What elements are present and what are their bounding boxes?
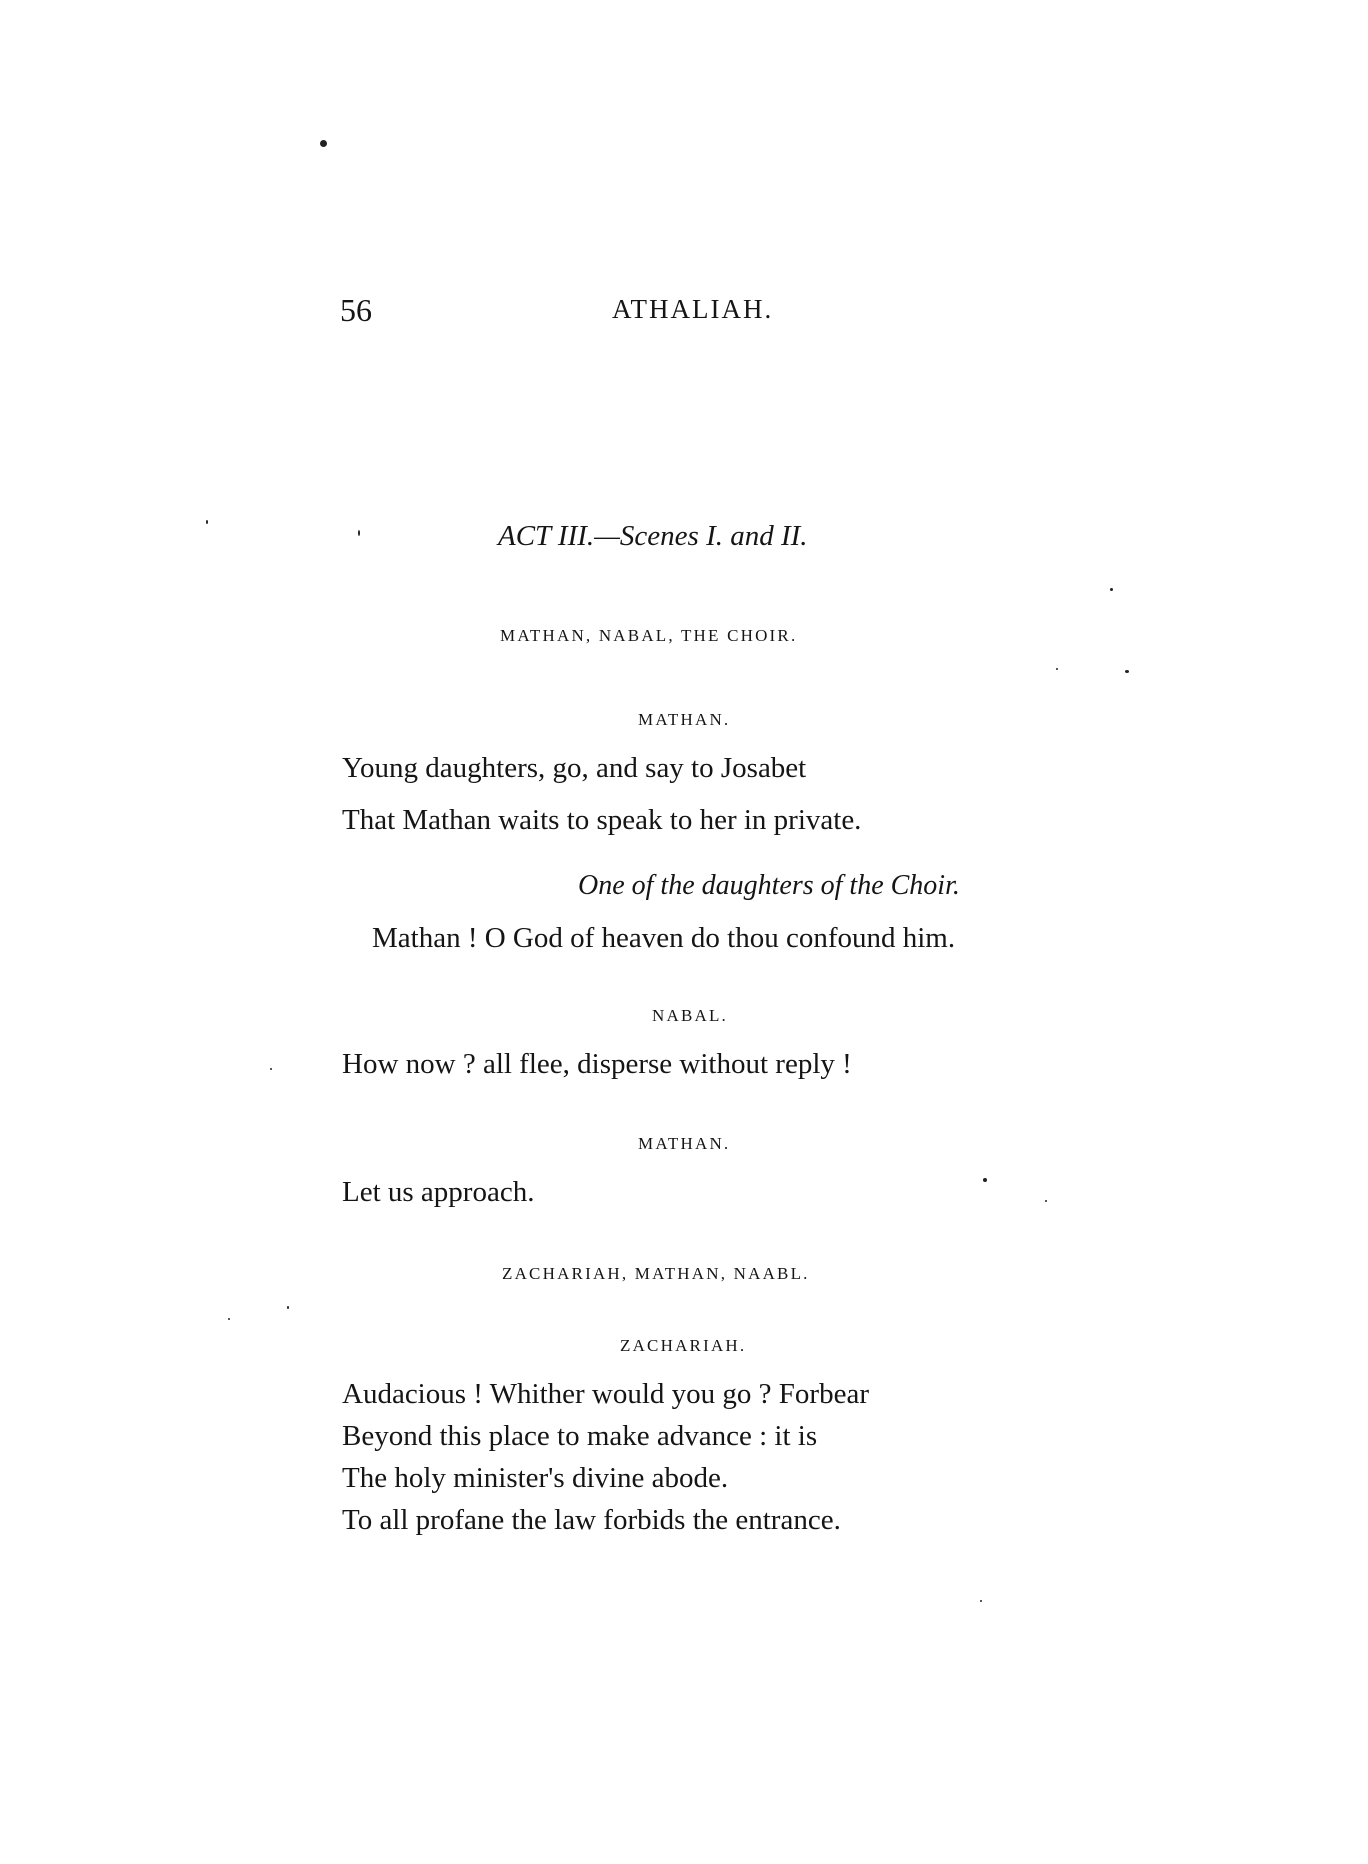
- running-title: ATHALIAH.: [612, 294, 774, 324]
- verse-line: Young daughters, go, and say to Josabet: [342, 752, 807, 784]
- scan-speck: [1125, 670, 1129, 673]
- verse-line: How now ? all flee, disperse without reply !: [342, 1048, 852, 1080]
- act-heading: ACT III.—Scenes I. and II.: [498, 520, 808, 552]
- verse-line: That Mathan waits to speak to her in private.: [342, 804, 862, 836]
- scan-speck: [983, 1178, 987, 1182]
- speaker-label: MATHAN.: [638, 710, 731, 729]
- scene-characters: ZACHARIAH, MATHAN, NAABL.: [502, 1264, 810, 1283]
- verse-line: The holy minister's divine abode.: [342, 1462, 729, 1494]
- verse-line: Beyond this place to make advance : it is: [342, 1420, 818, 1452]
- scan-speck: [1045, 1200, 1047, 1202]
- scan-speck: [1110, 588, 1113, 591]
- scan-speck: [1056, 668, 1058, 670]
- scan-speck: [320, 140, 327, 147]
- verse-line: Audacious ! Whither would you go ? Forbear: [342, 1378, 869, 1410]
- scan-speck: [206, 520, 208, 524]
- scan-speck: [358, 530, 360, 536]
- verse-line: To all profane the law forbids the entrance.: [342, 1504, 841, 1536]
- scan-speck: [228, 1318, 230, 1320]
- speaker-label: ZACHARIAH.: [620, 1336, 747, 1355]
- page-number: 56: [340, 292, 372, 328]
- verse-line: Let us approach.: [342, 1176, 535, 1208]
- speaker-label: MATHAN.: [638, 1134, 731, 1153]
- scan-speck: [270, 1068, 272, 1070]
- verse-line: Mathan ! O God of heaven do thou confound him.: [372, 922, 956, 954]
- speaker-label-italic: One of the daughters of the Choir.: [578, 870, 960, 901]
- scan-speck: [980, 1600, 982, 1602]
- scene-characters: MATHAN, NABAL, THE CHOIR.: [500, 626, 798, 645]
- scan-speck: [287, 1306, 289, 1309]
- speaker-label: NABAL.: [652, 1006, 729, 1025]
